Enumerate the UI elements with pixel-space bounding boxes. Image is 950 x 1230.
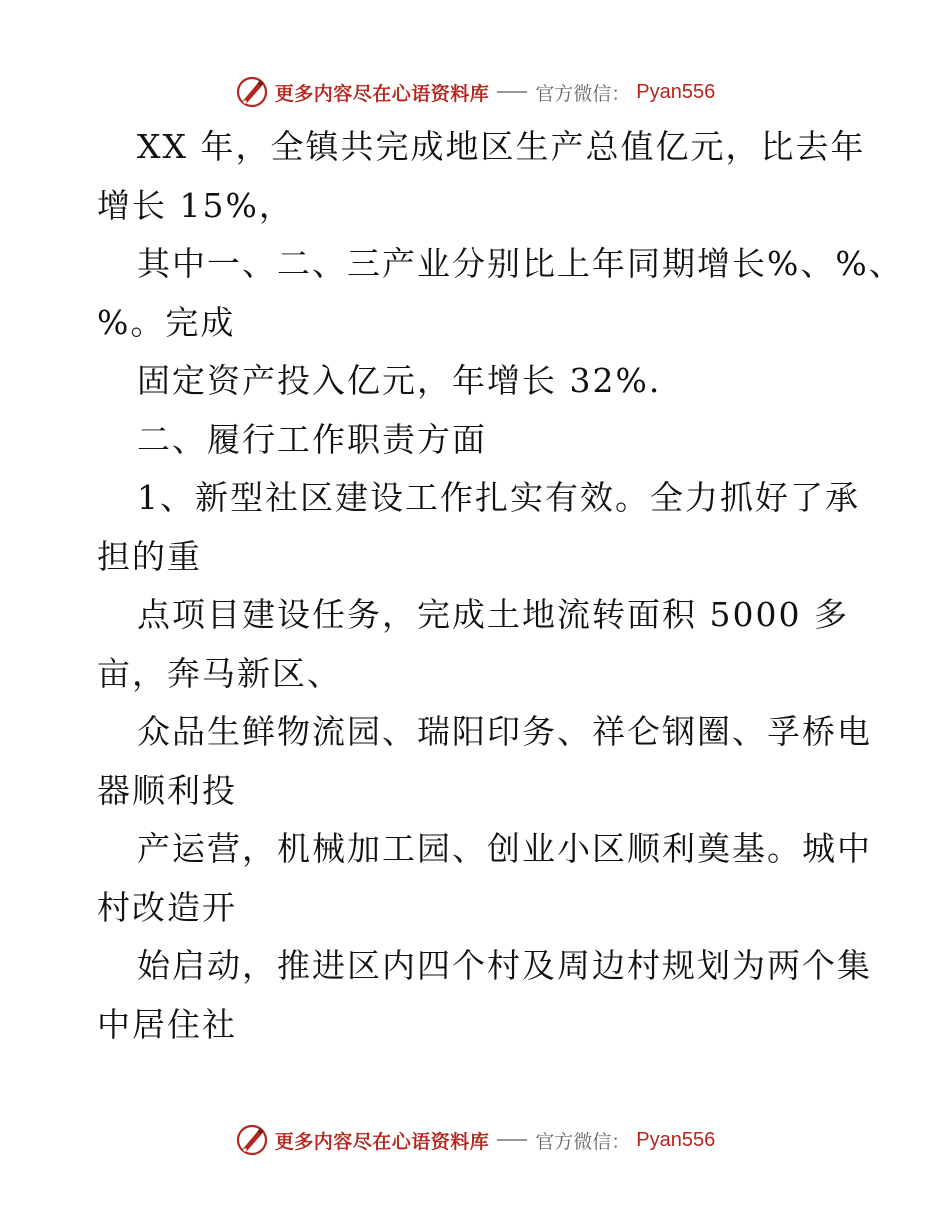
header-banner-content — [235, 75, 716, 109]
paragraph-line: 点项目建设任务，完成土地流转面积 5000 多 — [137, 595, 849, 634]
paragraph-line: 中居住社 — [97, 1004, 237, 1044]
footer-banner — [0, 1118, 950, 1162]
paragraph-line: 增长 15%， — [97, 185, 294, 225]
paragraph-line: 固定资产投入亿元，年增长 32%. — [137, 361, 662, 400]
paragraph-line: 亩，奔马新区、 — [97, 653, 342, 693]
paragraph-line: 众品生鲜物流园、瑞阳印务、祥仑钢圈、孚桥电 — [137, 712, 872, 751]
footer-wechat-label: 官方微信： — [535, 1130, 631, 1153]
footer-site-name: 更多内容尽在心语资料库 — [274, 1130, 490, 1153]
footer-banner-content — [235, 1123, 716, 1157]
pen-logo-icon — [235, 1123, 269, 1157]
paragraph-line: XX 年，全镇共完成地区生产总值亿元，比去年 — [137, 127, 866, 166]
header-wechat-id: Pyan556 — [636, 80, 716, 103]
paragraph-line: %。完成 — [97, 302, 236, 342]
footer-wechat-id: Pyan556 — [636, 1128, 716, 1151]
paragraph-line: 始启动，推进区内四个村及周边村规划为两个集 — [137, 946, 872, 985]
paragraph-line: 器顺利投 — [97, 770, 237, 810]
header-wechat-label: 官方微信： — [535, 82, 631, 105]
header-site-name: 更多内容尽在心语资料库 — [274, 82, 490, 105]
paragraph-line: 1、新型社区建设工作扎实有效。全力抓好了承 — [137, 478, 860, 517]
footer-dash — [497, 1139, 527, 1141]
header-banner — [0, 70, 950, 114]
document-body — [97, 118, 904, 1054]
paragraph-line: 产运营，机械加工园、创业小区顺利奠基。城中 — [137, 829, 872, 868]
pen-logo-icon — [235, 75, 269, 109]
paragraph-line: 担的重 — [97, 536, 202, 576]
header-dash — [497, 91, 527, 93]
paragraph-line: 村改造开 — [97, 887, 237, 927]
section-heading: 二、履行工作职责方面 — [137, 419, 487, 459]
paragraph-line: 其中一、二、三产业分别比上年同期增长%、%、 — [137, 244, 904, 283]
